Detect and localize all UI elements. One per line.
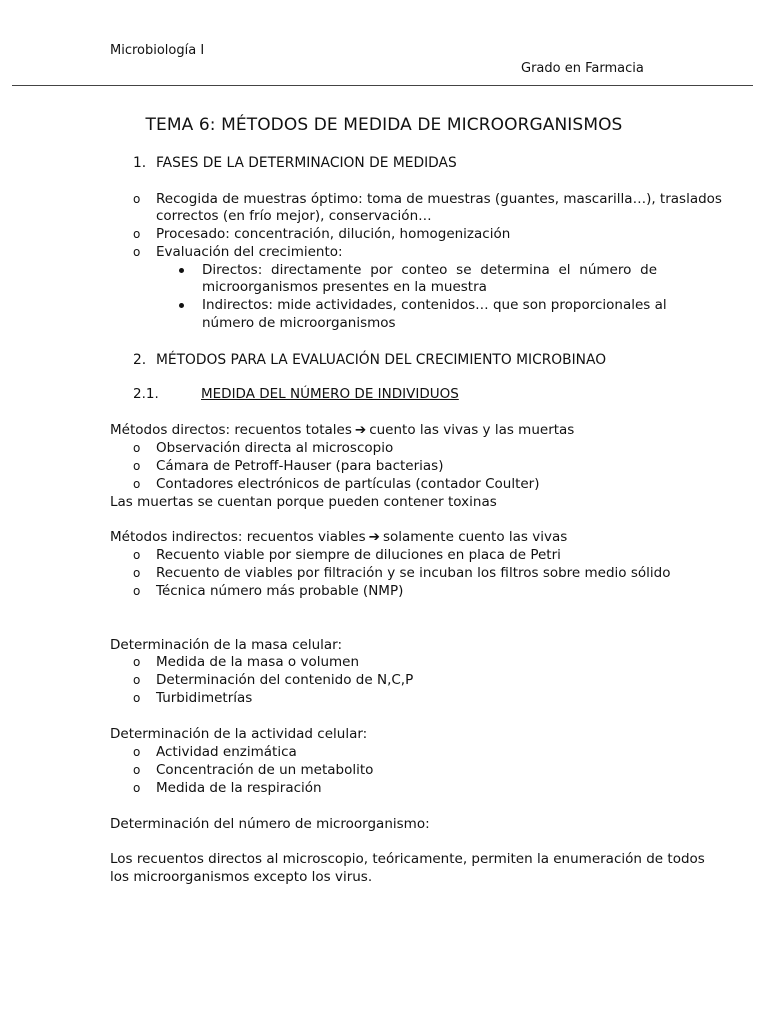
indirectos-intro <box>110 529 567 546</box>
bullet-o-icon: o <box>133 227 141 241</box>
indirectos-intro-b: solamente cuento las vivas <box>382 529 568 545</box>
bullet-o-icon: o <box>133 781 141 795</box>
indirectos-intro-a: Métodos indirectos: recuentos viables <box>110 529 366 545</box>
indirectos-item-2: Recuento de viables por filtración y se incuban los filtros sobre medio sólido <box>156 565 671 581</box>
actividad-item-3: Medida de la respiración <box>156 780 322 796</box>
bullet-o-icon: o <box>133 584 141 598</box>
section2-number: 2. <box>133 352 147 368</box>
bullet-o-icon: o <box>133 477 141 491</box>
section1-heading: FASES DE LA DETERMINACION DE MEDIDAS <box>156 155 457 171</box>
section1-item-2: Procesado: concentración, dilución, homogenización <box>156 226 511 242</box>
bullet-o-icon: o <box>133 745 141 759</box>
directos-intro <box>110 422 574 439</box>
subsection-heading: MEDIDA DEL NÚMERO DE INDIVIDUOS <box>201 386 459 402</box>
section2-heading: MÉTODOS PARA LA EVALUACIÓN DEL CRECIMIENTO MICROBINAO <box>156 352 607 368</box>
numero-intro: Determinación del número de microorganismo: <box>110 816 430 832</box>
bullet-o-icon: o <box>133 691 141 705</box>
masa-item-3: Turbidimetrías <box>156 690 253 706</box>
bullet-o-icon: o <box>133 245 141 259</box>
section1-item-3: Evaluación del crecimiento: <box>156 244 343 260</box>
page-title: TEMA 6: MÉTODOS DE MEDIDA DE MICROORGANISMOS <box>145 115 623 135</box>
actividad-item-2: Concentración de un metabolito <box>156 762 374 778</box>
directos-intro-a: Métodos directos: recuentos totales <box>110 422 352 438</box>
final-paragraph-line2: los microorganismos excepto los virus. <box>110 869 373 885</box>
header-degree: Grado en Farmacia <box>521 61 644 76</box>
arrow-right-icon: ➔ <box>368 529 380 545</box>
section1-item-1-line2: correctos (en frío mejor), conservación… <box>156 208 432 224</box>
bullet-o-icon: o <box>133 441 141 455</box>
masa-intro: Determinación de la masa celular: <box>110 637 343 653</box>
bullet-dot-icon <box>179 268 184 273</box>
section1-subitem-1-line2: microorganismos presentes en la muestra <box>202 279 487 295</box>
bullet-o-icon: o <box>133 192 141 206</box>
indirectos-item-1: Recuento viable por siempre de diluciones en placa de Petri <box>156 547 561 563</box>
actividad-item-1: Actividad enzimática <box>156 744 297 760</box>
bullet-dot-icon <box>179 303 184 308</box>
directos-item-1: Observación directa al microscopio <box>156 440 394 456</box>
header-rule <box>12 85 753 86</box>
bullet-o-icon: o <box>133 763 141 777</box>
indirectos-item-3: Técnica número más probable (NMP) <box>156 583 404 599</box>
masa-item-2: Determinación del contenido de N,C,P <box>156 672 414 688</box>
final-paragraph-line1: Los recuentos directos al microscopio, teóricamente, permiten la enumeración de todos <box>110 851 705 867</box>
directos-note: Las muertas se cuentan porque pueden contener toxinas <box>110 494 497 510</box>
header-course: Microbiología I <box>110 43 205 58</box>
masa-item-1: Medida de la masa o volumen <box>156 654 360 670</box>
directos-item-2: Cámara de Petroff-Hauser (para bacterias) <box>156 458 444 474</box>
directos-intro-b: cuento las vivas y las muertas <box>369 422 575 438</box>
bullet-o-icon: o <box>133 548 141 562</box>
bullet-o-icon: o <box>133 566 141 580</box>
section1-subitem-2-line2: número de microorganismos <box>202 315 396 331</box>
section1-subitem-2-line1: Indirectos: mide actividades, contenidos… que son proporcionales al <box>202 297 667 313</box>
subsection-number: 2.1. <box>133 386 159 402</box>
section1-item-1-line1: Recogida de muestras óptimo: toma de muestras (guantes, mascarilla…), traslados <box>156 191 722 207</box>
bullet-o-icon: o <box>133 655 141 669</box>
bullet-o-icon: o <box>133 459 141 473</box>
actividad-intro: Determinación de la actividad celular: <box>110 726 368 742</box>
directos-item-3: Contadores electrónicos de partículas (contador Coulter) <box>156 476 540 492</box>
bullet-o-icon: o <box>133 673 141 687</box>
arrow-right-icon: ➔ <box>354 422 367 438</box>
section1-number: 1. <box>133 155 147 171</box>
section1-subitem-1-line1: Directos: directamente por conteo se determina el número de <box>202 262 657 278</box>
